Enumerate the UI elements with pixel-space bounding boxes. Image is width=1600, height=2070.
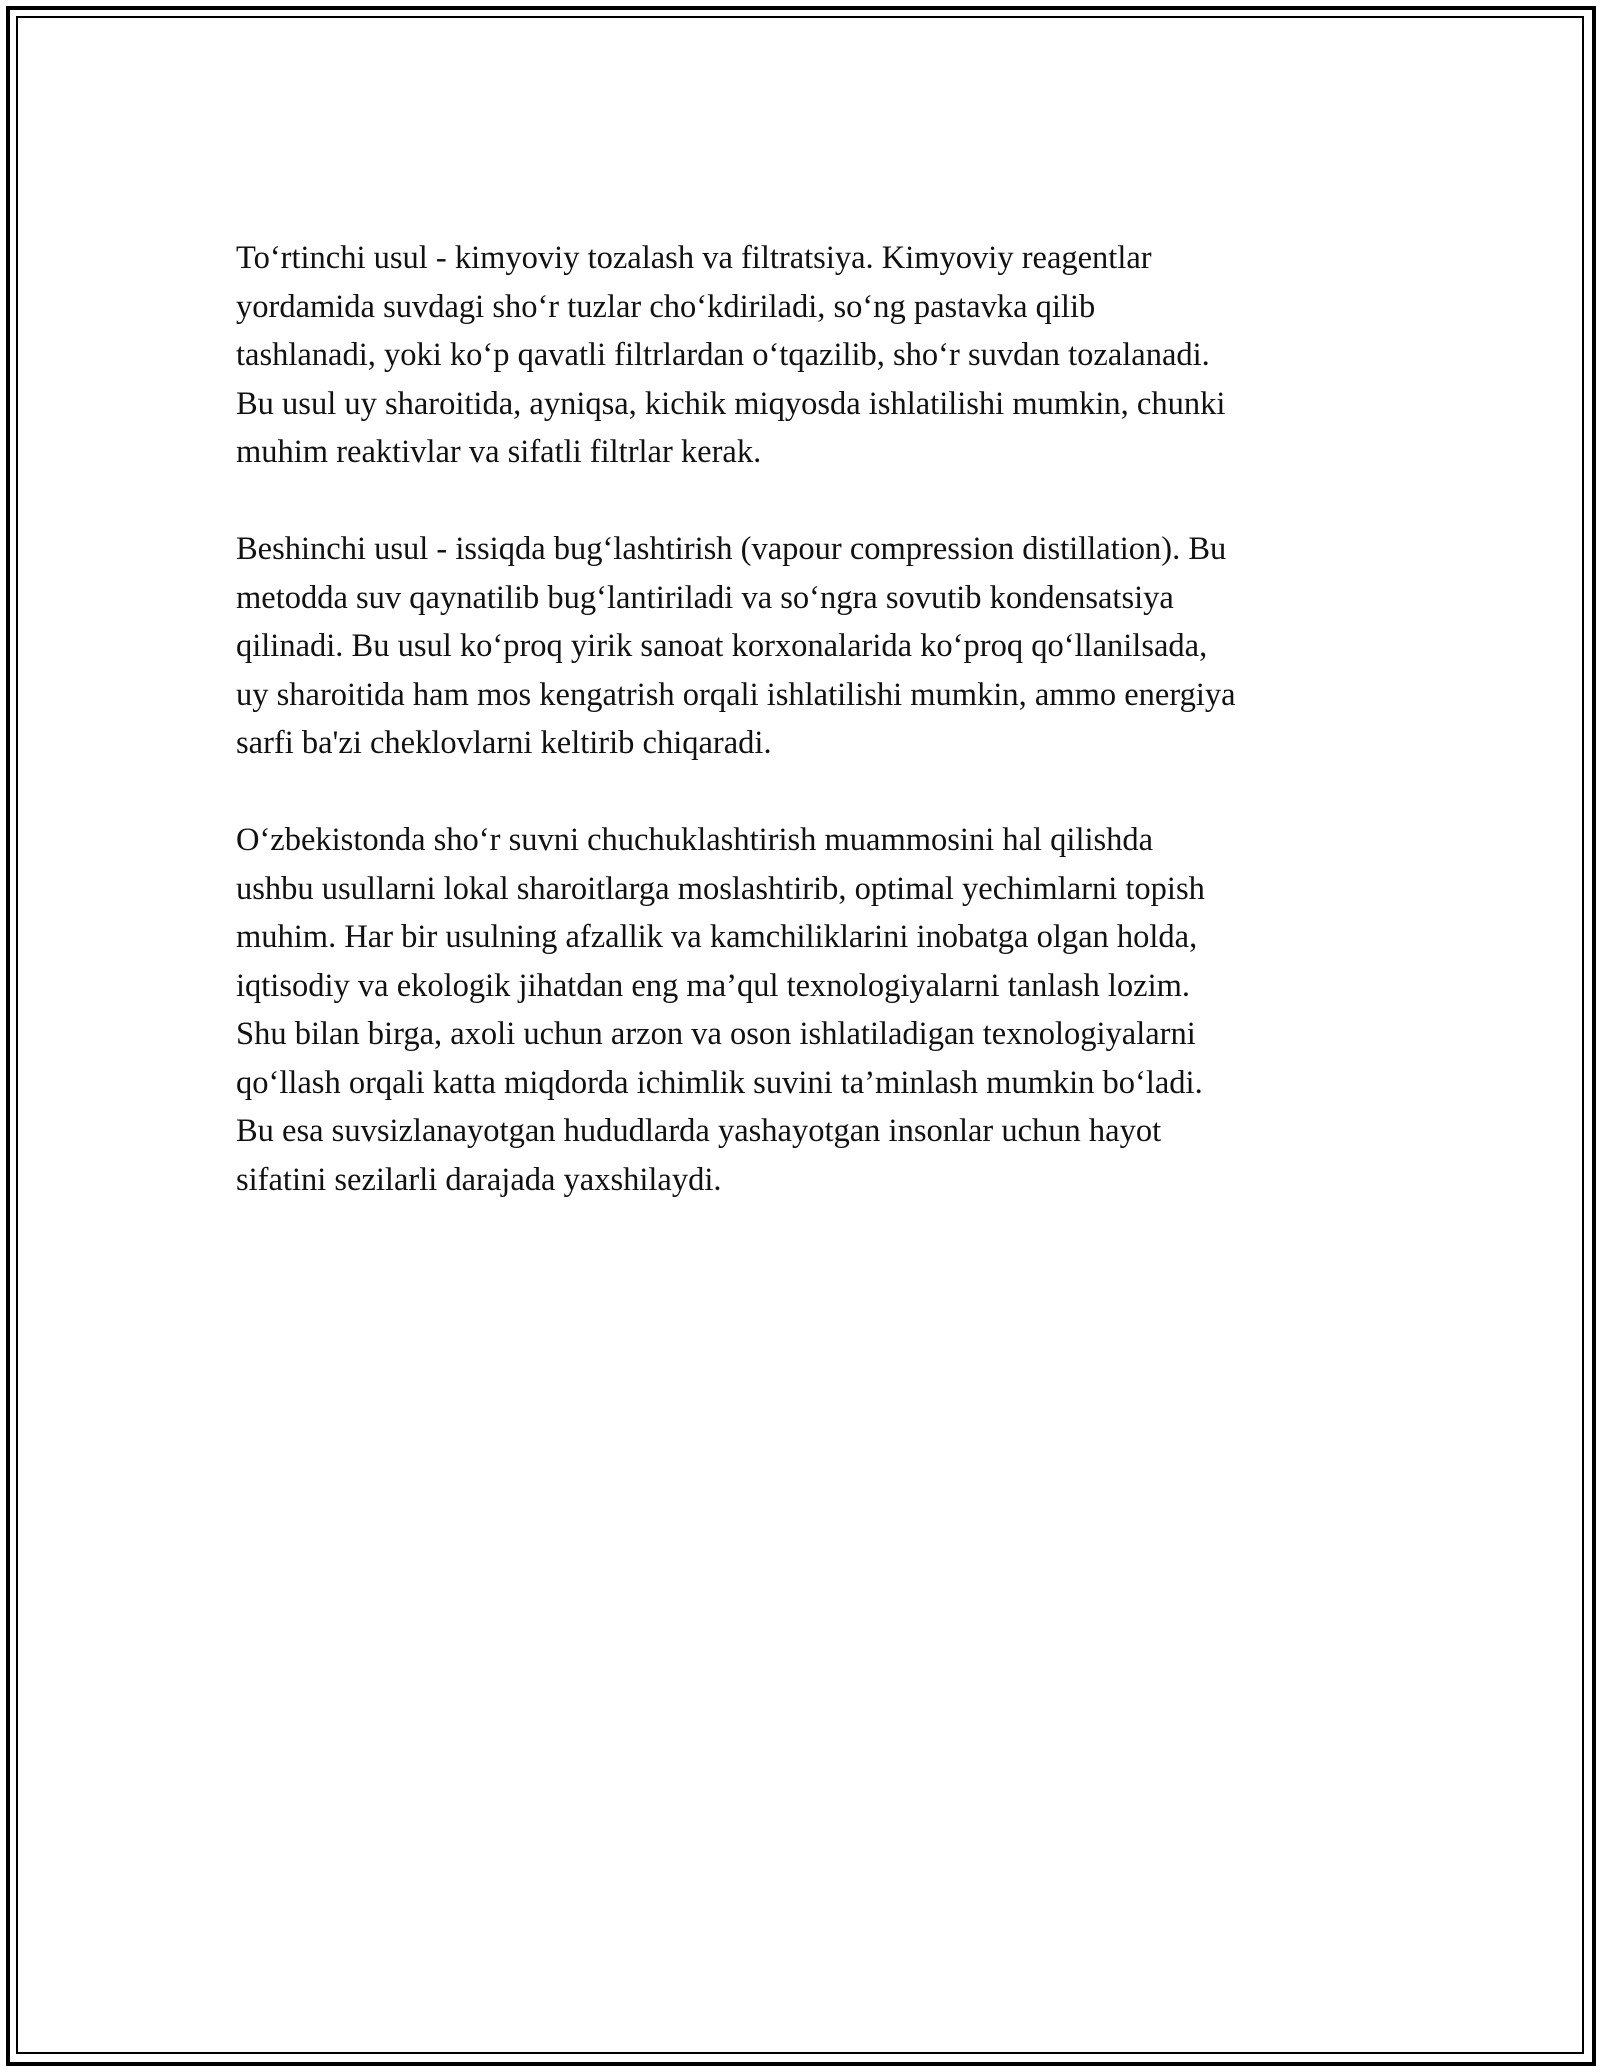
document-body: [236, 234, 1376, 1253]
paragraph-fifth-method: Beshinchi usul - issiqda bug‘lashtirish (vapour compression distillation). Bu metodda suv qaynatilib bug‘lantiriladi va so‘ngra sovutib kondensatsiya qilinadi. Bu usul ko‘proq yirik sanoat korxonalarida ko‘proq qo‘llanilsada, uy sharoitida ham mos kengatrish orqali ishlatilishi mumkin, ammo energiya sarfi ba'zi cheklovlarni keltirib chiqaradi.: [236, 531, 1236, 761]
paragraph-conclusion: O‘zbekistonda sho‘r suvni chuchuklashtirish muammosini hal qilishda ushbu usullarni lokal sharoitlarga moslashtirib, optimal yechimlarni topish muhim. Har bir usulning afzallik va kamchiliklarini inobatga olgan holda, iqtisodiy va ekologik jihatdan eng ma’qul texnologiyalarni tanlash lozim. Shu bilan birga, axoli uchun arzon va oson ishlatiladigan texnologiyalarni qo‘llash orqali katta miqdorda ichimlik suvini ta’minlash mumkin bo‘ladi. Bu esa suvsizlanayotgan hududlarda yashayotgan insonlar uchun hayot sifatini sezilarli darajada yaxshilaydi.: [236, 822, 1205, 1198]
paragraph-fourth-method: To‘rtinchi usul - kimyoviy tozalash va filtratsiya. Kimyoviy reagentlar yordamida suvdagi sho‘r tuzlar cho‘kdiriladi, so‘ng pastavka qilib tashlanadi, yoki ko‘p qavatli filtrlardan o‘tqazilib, sho‘r suvdan tozalanadi. Bu usul uy sharoitida, ayniqsa, kichik miqyosda ishlatilishi mumkin, chunki muhim reaktivlar va sifatli filtrlar kerak.: [236, 240, 1226, 470]
